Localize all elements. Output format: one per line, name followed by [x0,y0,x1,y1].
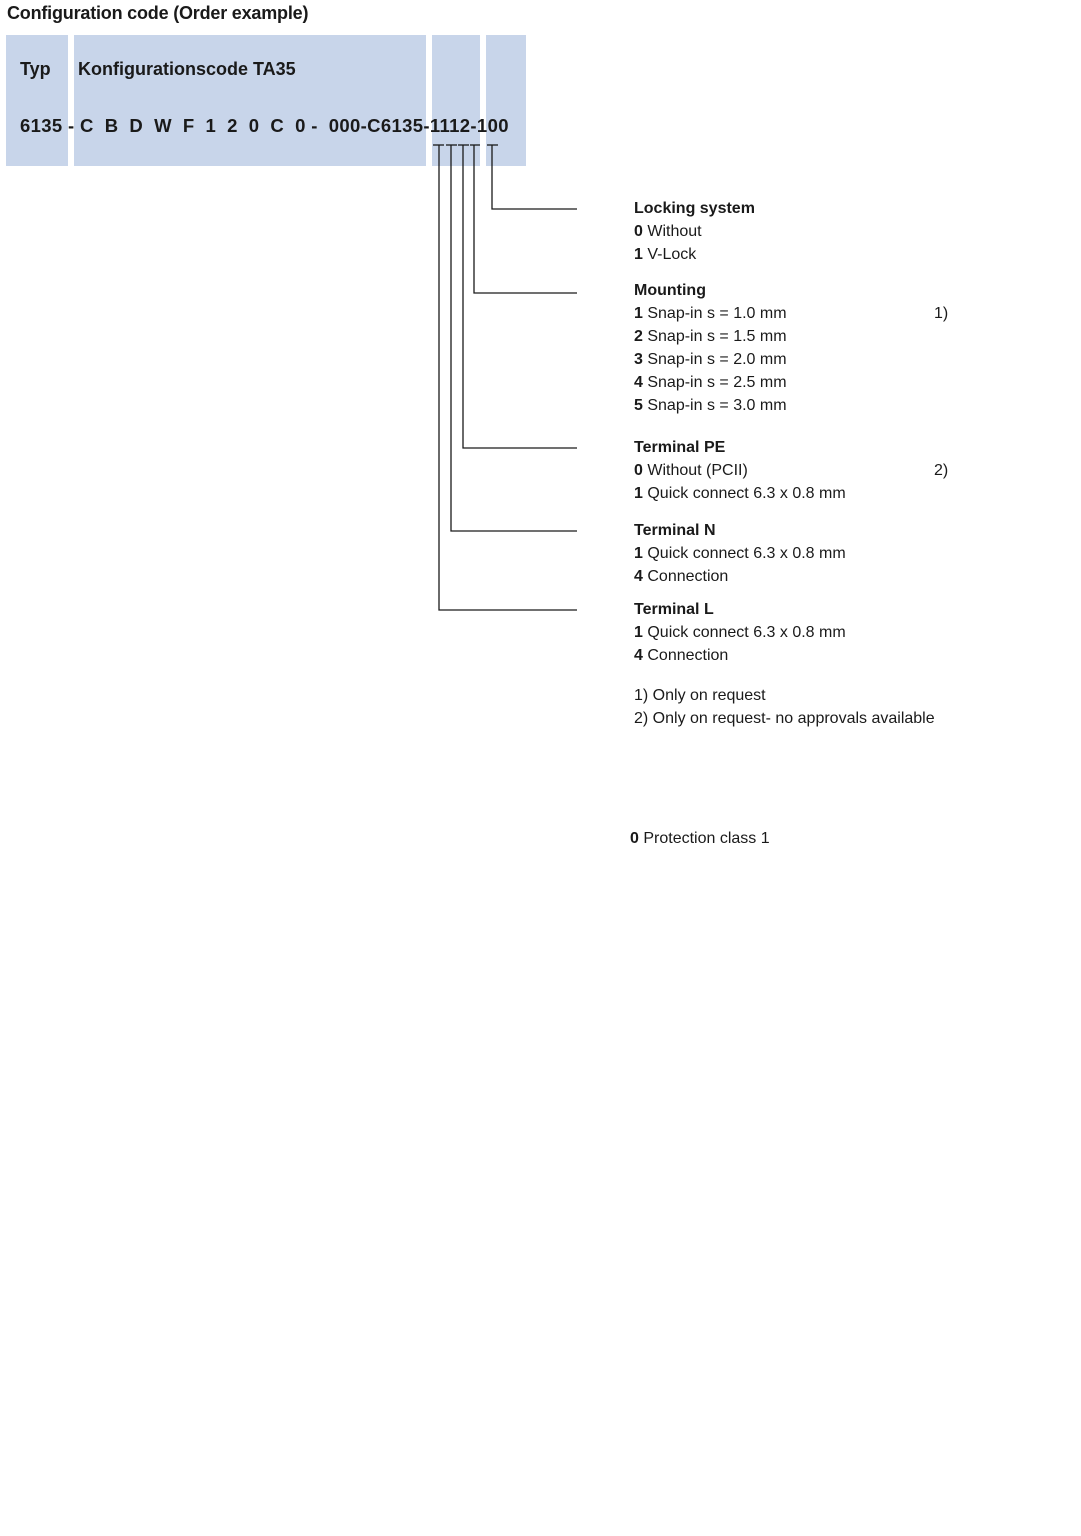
leader-mounting [474,145,577,293]
option-item [634,302,954,325]
option-code: 1 [634,485,643,502]
section-terminal-l [634,598,954,667]
option-item [634,325,954,348]
option-item [634,394,954,417]
leader-locking-system [492,145,577,209]
option-item [634,371,954,394]
typ-header: Typ [20,59,51,79]
option-item [634,220,954,243]
option-item [634,565,954,588]
option-text: Snap-in s = 1.5 mm [647,328,787,345]
option-text: Snap-in s = 3.0 mm [647,397,787,414]
protection-class [630,830,770,848]
option-text: Quick connect 6.3 x 0.8 mm [647,624,846,641]
option-text: Snap-in s = 2.5 mm [647,374,787,391]
footnotes [634,685,935,730]
section-terminal-n [634,519,954,588]
option-code: 4 [634,568,643,585]
footnote-ref: 1) [934,305,949,322]
section-mounting [634,279,954,417]
option-item [634,644,954,667]
option-item [634,243,954,266]
section-locking-system [634,197,954,266]
section-terminal-pe [634,436,954,505]
option-text: Without (PCII) [647,462,748,479]
option-code: 1 [634,246,643,263]
option-text: Quick connect 6.3 x 0.8 mm [647,485,846,502]
config-header: Konfigurationscode TA35 [78,59,296,79]
protection-code: 0 [630,830,639,847]
option-code: 3 [634,351,643,368]
option-item [634,621,954,644]
option-code: 0 [634,462,643,479]
section-title: Mounting [634,282,706,299]
option-code: 4 [634,647,643,664]
option-text: Without [647,223,702,240]
option-item [634,348,954,371]
option-code: 4 [634,374,643,391]
footnote-ref: 2) [934,462,949,479]
option-code: 2 [634,328,643,345]
option-code: 1 [634,545,643,562]
section-title: Locking system [634,200,755,217]
option-code: 1 [634,305,643,322]
leader-terminal-n [451,145,577,531]
section-title: Terminal PE [634,439,726,456]
option-code: 1 [634,624,643,641]
option-item [634,459,954,482]
option-code: 5 [634,397,643,414]
option-text: Quick connect 6.3 x 0.8 mm [647,545,846,562]
footnote: 2) Only on request- no approvals available [634,709,935,727]
configuration-code: 6135 - C B D W F 1 2 0 C 0 - 000-C6135-1112-100 [20,115,509,136]
protection-text: Protection class 1 [643,830,770,847]
option-text: Snap-in s = 1.0 mm [647,305,787,322]
option-text: Connection [647,647,729,664]
option-text: V-Lock [647,246,697,263]
footnote: 1) Only on request [634,687,766,704]
section-title: Terminal N [634,522,716,539]
option-text: Snap-in s = 2.0 mm [647,351,787,368]
option-item [634,482,954,505]
option-code: 0 [634,223,643,240]
leader-terminal-l [439,145,577,610]
page-title: Configuration code (Order example) [7,3,309,23]
section-title: Terminal L [634,601,714,618]
leader-terminal-pe [463,145,577,448]
option-text: Connection [647,568,729,585]
option-item [634,542,954,565]
